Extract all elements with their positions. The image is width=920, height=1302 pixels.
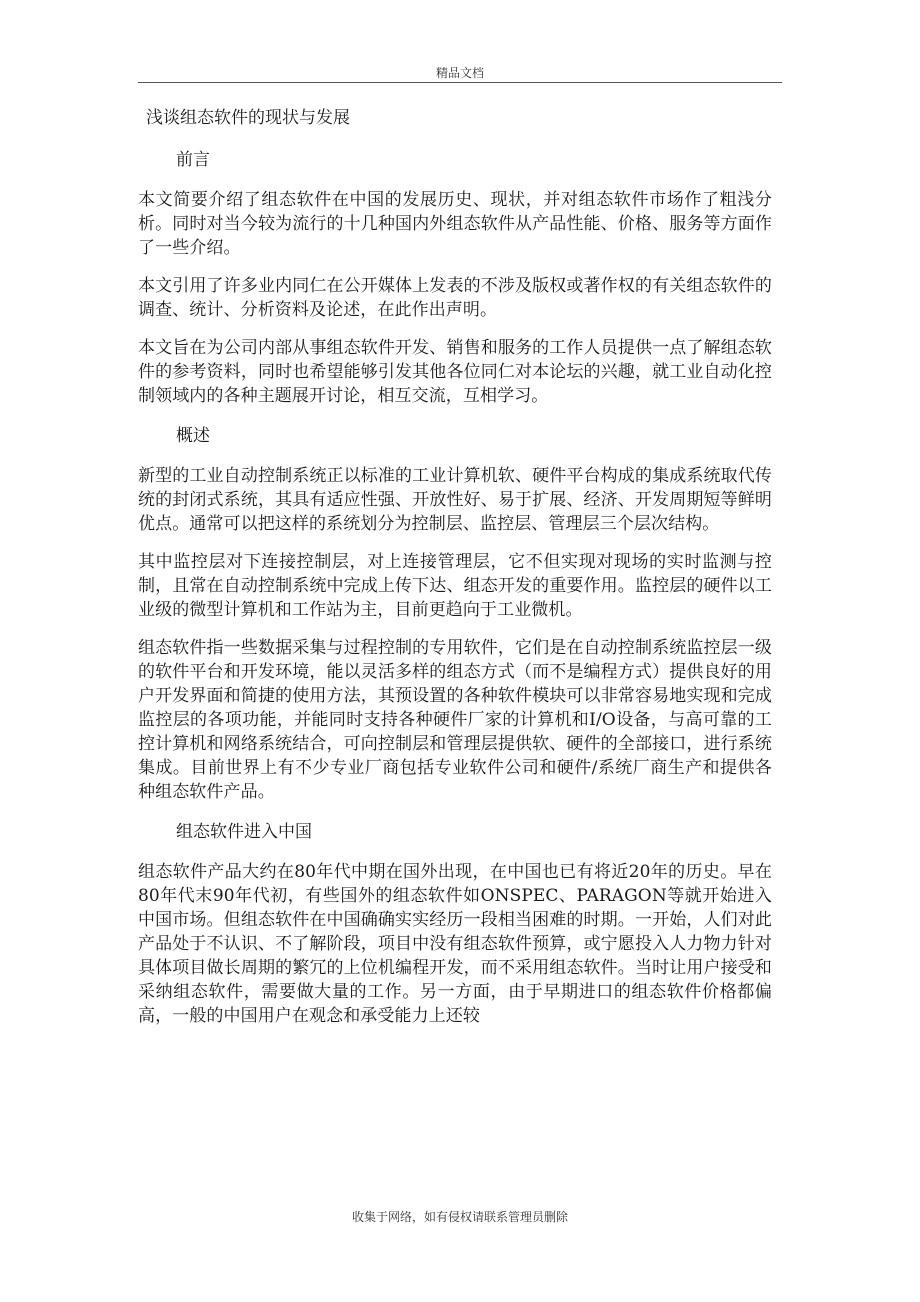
- page-header: 精品文档: [435, 66, 484, 80]
- paragraph: 本文旨在为公司内部从事组态软件开发、销售和服务的工作人员提供一点了解组态软件的参考资料，同时也希望能够引发其他各位同仁对本论坛的兴趣，就工业自动化控制领域内的各种主题展开讨论，相互交流，互相学习。: [138, 338, 772, 406]
- section-heading-entering-china: 组态软件进入中国: [176, 822, 312, 842]
- document-title: 浅谈组态软件的现状与发展: [146, 108, 350, 128]
- page-footer: 收集于网络，如有侵权请联系管理员删除: [351, 1210, 568, 1224]
- paragraph: 本文引用了许多业内同仁在公开媒体上发表的不涉及版权或著作权的有关组态软件的调查、统计、分析资料及论述，在此作出声明。: [138, 276, 772, 320]
- section-heading-preface: 前言: [176, 150, 210, 170]
- paragraph: 新型的工业自动控制系统正以标准的工业计算机软、硬件平台构成的集成系统取代传统的封闭式系统，其具有适应性强、开放性好、易于扩展、经济、开发周期短等鲜明优点。通常可以把这样的系统划分为控制层、监控层、管理层三个层次结构。: [138, 466, 772, 534]
- paragraph: 组态软件产品大约在80年代中期在国外出现，在中国也已有将近20年的历史。早在80年代末90年代初，有些国外的组态软件如ONSPEC、PARAGON等就开始进入中国市场。但组态软件在中国确确实实经历一段相当困难的时期。一开始，人们对此产品处于不认识、不了解阶段，项目中没有组态软件预算，或宁愿投入人力物力针对具体项目做长周期的繁冗的上位机编程开发，而不采用组态软件。当时让用户接受和采纳组态软件，需要做大量的工作。另一方面，由于早期进口的组态软件价格都偏高，一般的中国用户在观念和承受能力上还较: [138, 862, 772, 1026]
- paragraph: 本文简要介绍了组态软件在中国的发展历史、现状，并对组态软件市场作了粗浅分析。同时对当今较为流行的十几种国内外组态软件从产品性能、价格、服务等方面作了一些介绍。: [138, 190, 772, 258]
- paragraph: 其中监控层对下连接控制层，对上连接管理层，它不但实现对现场的实时监测与控制，且常在自动控制系统中完成上传下达、组态开发的重要作用。监控层的硬件以工业级的微型计算机和工作站为主，目前更趋向于工业微机。: [138, 552, 772, 620]
- section-heading-overview: 概述: [176, 426, 210, 446]
- paragraph: 组态软件指一些数据采集与过程控制的专用软件，它们是在自动控制系统监控层一级的软件平台和开发环境，能以灵活多样的组态方式（而不是编程方式）提供良好的用户开发界面和简捷的使用方法，其预设置的各种软件模块可以非常容易地实现和完成监控层的各项功能，并能同时支持各种硬件厂家的计算机和I/O设备，与高可靠的工控计算机和网络系统结合，可向控制层和管理层提供软、硬件的全部接口，进行系统集成。目前世界上有不少专业厂商包括专业软件公司和硬件/系统厂商生产和提供各种组态软件产品。: [138, 638, 772, 802]
- document-body: [138, 104, 772, 1042]
- header-divider: [138, 82, 782, 83]
